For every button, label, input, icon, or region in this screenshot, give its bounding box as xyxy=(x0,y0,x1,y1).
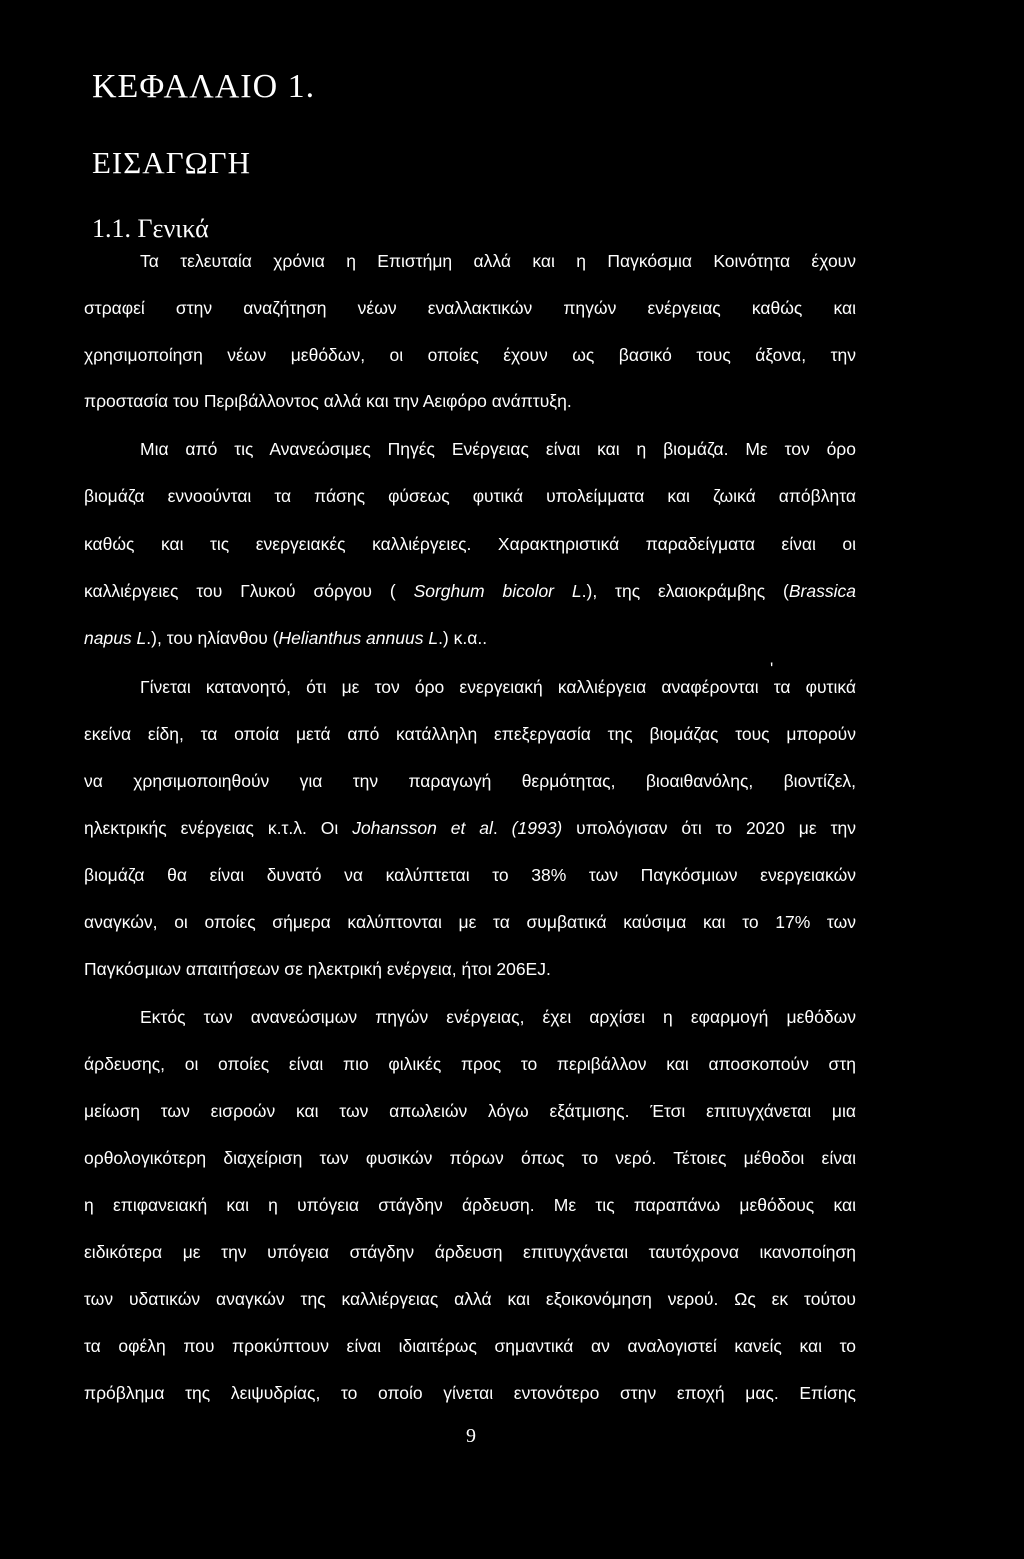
species-name: Helianthus annuus L xyxy=(278,628,439,648)
paragraph-line: των υδατικών αναγκών της καλλιέργειας αλλά και εξοικονόμηση νερού. Ως εκ τούτου xyxy=(84,1289,856,1309)
line-text: .), της ελαιοκράμβης ( xyxy=(581,581,789,601)
paragraph-line: βιομάζα θα είναι δυνατό να καλύπτεται το 38% των Παγκόσμιων ενεργειακών xyxy=(84,865,856,885)
paragraph-line: εκείνα είδη, τα οποία μετά από κατάλληλη επεξεργασία της βιομάζας τους μπορούν xyxy=(84,724,856,744)
species-name: napus L xyxy=(84,628,147,648)
paragraph-line: ειδικότερα με την υπόγεια στάγδην άρδευση επιτυγχάνεται ταυτόχρονα ικανοποίηση xyxy=(84,1242,856,1262)
line-text: καλλιέργειες του Γλυκού σόργου ( xyxy=(84,581,414,601)
paragraph-line: Παγκόσμιων απαιτήσεων σε ηλεκτρική ενέργεια, ήτοι 206EJ. xyxy=(84,959,551,979)
paragraph-line: πρόβλημα της λειψυδρίας, το οποίο γίνεται εντονότερο στην εποχή μας. Επίσης xyxy=(84,1383,856,1403)
line-text: .) κ.α.. xyxy=(438,628,488,648)
paragraph-line xyxy=(84,580,856,602)
paragraph-line: χρησιμοποίηση νέων μεθόδων, οι οποίες έχουν ως βασικό τους άξονα, την xyxy=(84,345,856,365)
paragraph-line: μείωση των εισροών και των απωλειών λόγω εξάτμισης. Έτσι επιτυγχάνεται μια xyxy=(84,1101,856,1121)
stray-mark: ' xyxy=(770,659,774,678)
paragraph-line: άρδευσης, οι οποίες είναι πιο φιλικές προς το περιβάλλον και αποσκοπούν στη xyxy=(84,1054,856,1074)
citation-year: (1993) xyxy=(511,818,563,838)
paragraph-line xyxy=(84,817,856,839)
paragraph-line: τα οφέλη που προκύπτουν είναι ιδιαιτέρως σημαντικά αν αναλογιστεί κανείς και το xyxy=(84,1336,856,1356)
line-text: υπολόγισαν ότι το 2020 με την xyxy=(562,818,856,838)
paragraph-line: να χρησιμοποιηθούν για την παραγωγή θερμότητας, βιοαιθανόλης, βιοντίζελ, xyxy=(84,771,856,791)
paragraph-line: αναγκών, οι οποίες σήμερα καλύπτονται με τα συμβατικά καύσιμα και το 17% των xyxy=(84,912,856,932)
section-heading: 1.1. Γενικά xyxy=(92,214,209,243)
paragraph-line: Γίνεται κατανοητό, ότι με τον όρο ενεργειακή καλλιέργεια αναφέρονται τα φυτικά xyxy=(140,677,856,697)
paragraph-line: ορθολογικότερη διαχείριση των φυσικών πόρων όπως το νερό. Τέτοιες μέθοδοι είναι xyxy=(84,1148,856,1168)
species-name: Brassica xyxy=(788,581,856,601)
paragraph-line: Εκτός των ανανεώσιμων πηγών ενέργειας, έχει αρχίσει η εφαρμογή μεθόδων xyxy=(140,1007,856,1027)
paragraph-line: προστασία του Περιβάλλοντος αλλά και την Αειφόρο ανάπτυξη. xyxy=(84,391,572,411)
paragraph-line xyxy=(84,627,856,649)
paragraph-line: στραφεί στην αναζήτηση νέων εναλλακτικών πηγών ενέργειας καθώς και xyxy=(84,298,856,318)
paragraph-line: καθώς και τις ενεργειακές καλλιέργειες. Χαρακτηριστικά παραδείγματα είναι οι xyxy=(84,534,856,554)
paragraph-line: Μια από τις Ανανεώσιμες Πηγές Ενέργειας είναι και η βιομάζα. Με τον όρο xyxy=(140,439,856,459)
species-name: Sorghum bicolor L xyxy=(413,581,582,601)
paragraph-line: Τα τελευταία χρόνια η Επιστήμη αλλά και η Παγκόσμια Κοινότητα έχουν xyxy=(140,251,856,271)
line-text: .), του ηλίανθου ( xyxy=(146,628,279,648)
line-text: . xyxy=(492,818,512,838)
paragraph-line: βιομάζα εννοούνται τα πάσης φύσεως φυτικά υπολείμματα και ζωικά απόβλητα xyxy=(84,486,856,506)
paragraph-line: η επιφανειακή και η υπόγεια στάγδην άρδευση. Με τις παραπάνω μεθόδους και xyxy=(84,1195,856,1215)
chapter-subtitle: ΕΙΣΑΓΩΓΗ xyxy=(92,145,251,180)
line-text: ηλεκτρικής ενέργειας κ.τ.λ. Οι xyxy=(84,818,353,838)
chapter-title: ΚΕΦΑΛΑΙΟ 1. xyxy=(92,68,316,105)
citation-authors: Johansson et al xyxy=(352,818,493,838)
page-number: 9 xyxy=(466,1425,476,1447)
